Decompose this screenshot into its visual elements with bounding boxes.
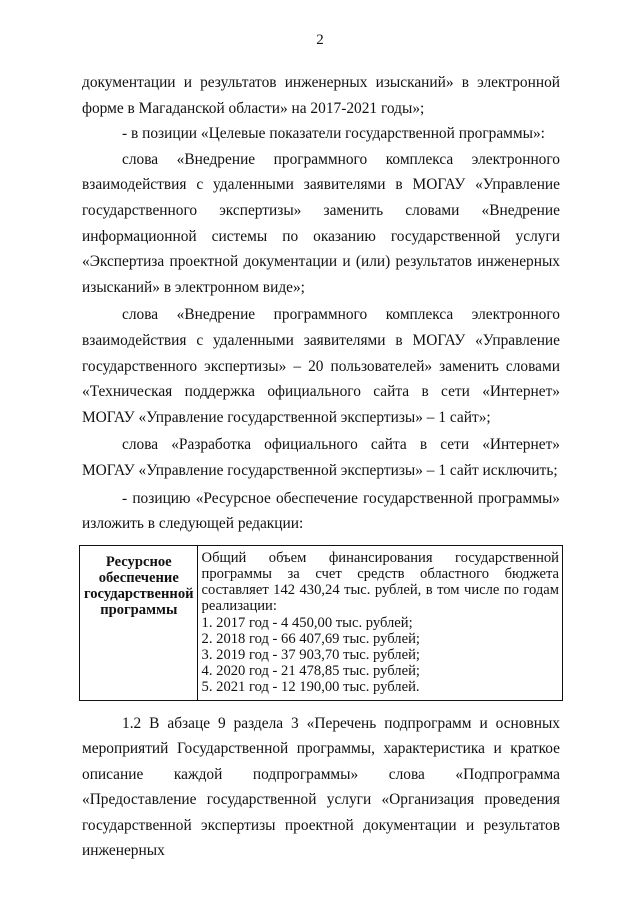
resource-table-year-2018: 2. 2018 год - 66 407,69 тыс. рублей; [201,630,420,647]
paragraph-resource-position: - позицию «Ресурсное обеспечение государственной программы» изложить в следующей редакции: [82,489,560,533]
resource-table [79,545,563,701]
paragraph-exclude: слова «Разработка официального сайта в сети «Интернет» МОГАУ «Управление государственной экспертизы» – 1 сайт исключить; [82,436,560,479]
document-body [82,70,560,864]
resource-table-year-2020: 4. 2020 год - 21 478,85 тыс. рублей; [201,663,420,680]
resource-table-intro: Общий объем финансирования государственной программы за счет средств областного бюджета составляет 142 430,24 тыс. рублей, в том числе по годам реализации: [201,549,559,615]
resource-table-label: Ресурсное обеспечение государственной программы [80,545,198,700]
paragraph-replace-first: слова «Внедрение программного комплекса электронного взаимодействия с удаленными заявителями в МОГАУ «Управление государственного экспертизы» заменить словами «Внедрение информационной системы по оказанию государственной услуги «Экспертиза проектной документации и (или) результатов инженерных изысканий» в электронном виде»; [82,150,560,296]
paragraph-section-3: 1.2 В абзаце 9 раздела 3 «Перечень подпрограмм и основных мероприятий Государственной программы, характеристика и краткое описание каждой подпрограммы» слова «Подпрограмма «Предоставление государственной услуги «Организация проведения государственной экспертизы проектной документации и результатов инженерных [82,714,560,860]
table-row [80,545,563,700]
resource-table-year-2019: 3. 2019 год - 37 903,70 тыс. рублей; [201,646,420,663]
resource-table-content [197,545,562,700]
resource-table-year-2021: 5. 2021 год - 12 190,00 тыс. рублей. [201,679,420,696]
paragraph-continuation: документации и результатов инженерных изысканий» в электронной форме в Магаданской области» на 2017-2021 годы»; [82,74,560,117]
paragraph-target-indicators: - в позиции «Целевые показатели государственной программы»: [122,125,545,143]
paragraph-replace-second: слова «Внедрение программного комплекса электронного взаимодействия с удаленными заявителями в МОГАУ «Управление государственного экспертизы» – 20 пользователей» заменить словами «Техническая поддержка официального сайта в сети «Интернет» МОГАУ «Управление государственной экспертизы» – 1 сайт»; [82,306,560,426]
page-number: 2 [316,32,324,48]
resource-table-year-2017: 1. 2017 год - 4 450,00 тыс. рублей; [201,614,413,631]
